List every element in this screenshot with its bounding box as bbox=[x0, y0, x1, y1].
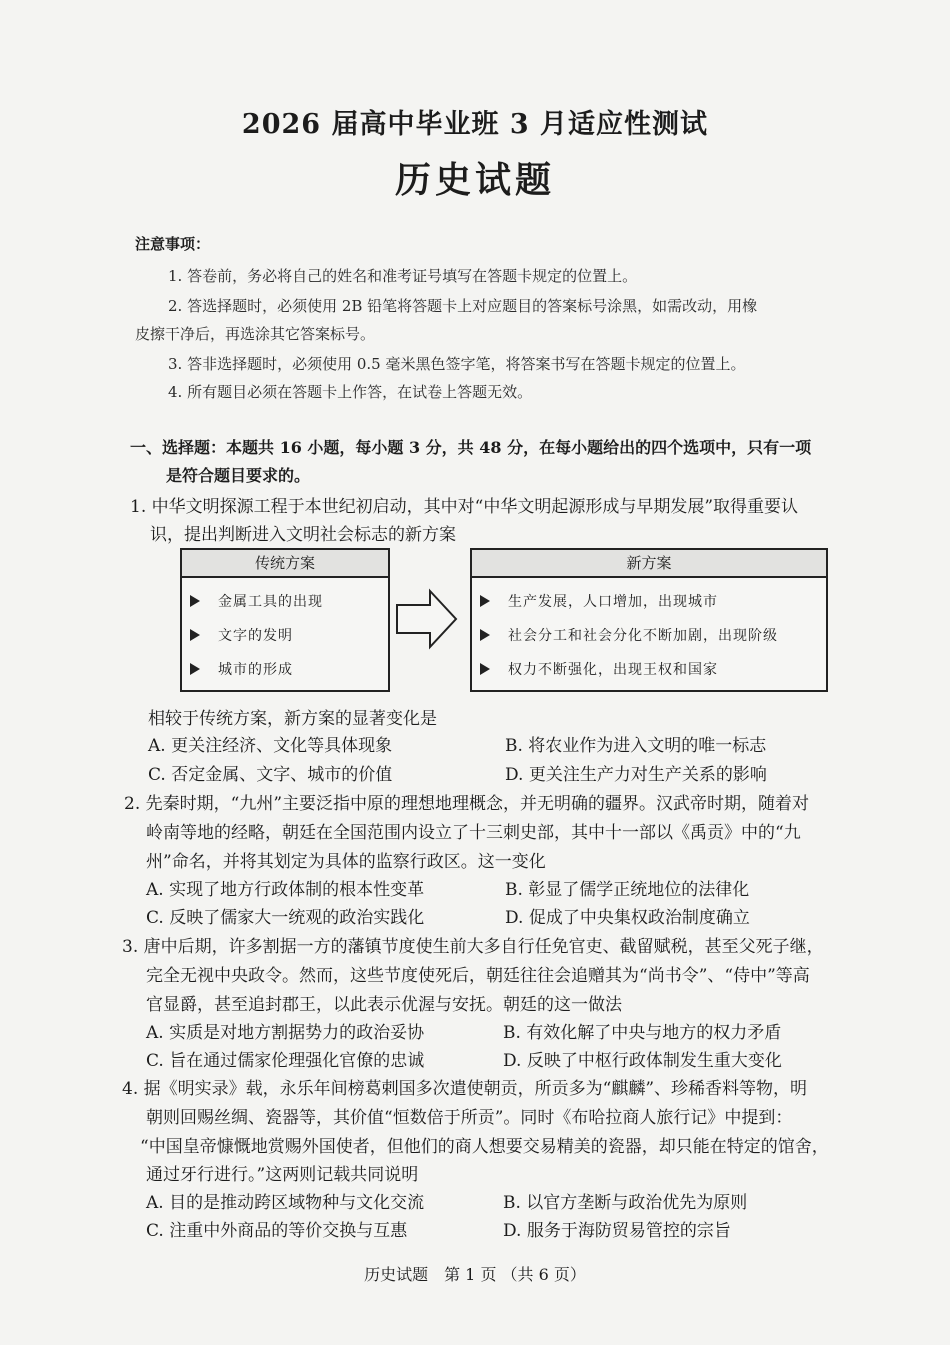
q4-option-b: B. 以官方垄断与政治优先为原则 bbox=[503, 1193, 748, 1213]
question-1-stem: 1. 中华文明探源工程于本世纪初启动，其中对“中华文明起源形成与早期发展”取得重要认 bbox=[130, 497, 799, 517]
new-scheme-item: 社会分工和社会分化不断加剧，出现阶级 bbox=[480, 625, 778, 645]
bullet-triangle-icon bbox=[190, 629, 200, 641]
q3-option-c: C. 旨在通过儒家伦理强化官僚的忠诚 bbox=[146, 1051, 425, 1071]
question-2-stem-cont: 州”命名，并将其划定为具体的监察行政区。这一变化 bbox=[146, 852, 546, 872]
traditional-scheme-title: 传统方案 bbox=[180, 548, 390, 578]
bullet-triangle-icon bbox=[190, 595, 200, 607]
question-4-stem-cont: 朝则回赐丝绸、瓷器等，其价值“恒数倍于所贡”。同时《布哈拉商人旅行记》中提到： bbox=[146, 1108, 793, 1128]
question-4-stem-cont: 通过牙行进行。”这两则记载共同说明 bbox=[146, 1165, 419, 1185]
q2-option-d: D. 促成了中央集权政治制度确立 bbox=[505, 908, 750, 928]
q2-option-b: B. 彰显了儒学正统地位的法律化 bbox=[505, 880, 750, 900]
question-4-stem-cont: “中国皇帝慷慨地赏赐外国使者，但他们的商人想要交易精美的瓷器，却只能在特定的馆舍， bbox=[140, 1137, 829, 1157]
traditional-item: 金属工具的出现 bbox=[190, 591, 323, 611]
bullet-triangle-icon bbox=[480, 595, 490, 607]
question-1-prompt: 相较于传统方案，新方案的显著变化是 bbox=[148, 709, 437, 729]
q3-option-b: B. 有效化解了中央与地方的权力矛盾 bbox=[503, 1023, 782, 1043]
q3-option-d: D. 反映了中枢行政体制发生重大变化 bbox=[503, 1051, 782, 1071]
note-line: 3. 答非选择题时，必须使用 0.5 毫米黑色签字笔，将答案书写在答题卡规定的位置上。 bbox=[168, 355, 746, 373]
question-3-stem: 3. 唐中后期，许多割据一方的藩镇节度使生前大多自行任免官吏、截留赋税，甚至父死子继， bbox=[122, 937, 824, 957]
new-scheme-item: 权力不断强化，出现王权和国家 bbox=[480, 659, 718, 679]
note-line: 2. 答选择题时，必须使用 2B 铅笔将答题卡上对应题目的答案标号涂黑，如需改动，用橡 bbox=[168, 297, 758, 315]
section-heading-cont: 是符合题目要求的。 bbox=[166, 466, 311, 485]
q1-option-c: C. 否定金属、文字、城市的价值 bbox=[148, 765, 393, 785]
notes-heading: 注意事项： bbox=[135, 235, 211, 253]
question-3-stem-cont: 官显爵，甚至追封郡王，以此表示优渥与安抚。朝廷的这一做法 bbox=[146, 995, 622, 1015]
note-line: 4. 所有题目必须在答题卡上作答，在试卷上答题无效。 bbox=[168, 383, 533, 401]
page-footer: 历史试题 第 1 页 （共 6 页） bbox=[364, 1265, 586, 1284]
bullet-triangle-icon bbox=[190, 663, 200, 675]
question-2-stem-cont: 岭南等地的经略，朝廷在全国范围内设立了十三刺史部，其中十一部以《禹贡》中的“九 bbox=[146, 823, 801, 843]
q4-option-d: D. 服务于海防贸易管控的宗旨 bbox=[503, 1221, 731, 1241]
question-1-stem-cont: 识，提出判断进入文明社会标志的新方案 bbox=[150, 525, 456, 545]
note-line: 1. 答卷前，务必将自己的姓名和准考证号填写在答题卡规定的位置上。 bbox=[168, 267, 638, 285]
traditional-item: 城市的形成 bbox=[190, 659, 293, 679]
q1-option-a: A. 更关注经济、文化等具体现象 bbox=[148, 736, 393, 756]
bullet-triangle-icon bbox=[480, 663, 490, 675]
q2-option-a: A. 实现了地方行政体制的根本性变革 bbox=[146, 880, 425, 900]
exam-title: 2026 届高中毕业班 3 月适应性测试 bbox=[241, 109, 709, 140]
question-3-stem-cont: 完全无视中央政令。然而，这些节度使死后，朝廷往往会追赠其为“尚书令”、“侍中”等高 bbox=[146, 966, 810, 986]
new-scheme-title: 新方案 bbox=[470, 548, 828, 578]
traditional-item: 文字的发明 bbox=[190, 625, 293, 645]
q4-option-a: A. 目的是推动跨区域物种与文化交流 bbox=[146, 1193, 425, 1213]
right-arrow-icon bbox=[394, 588, 460, 650]
new-scheme-item: 生产发展，人口增加，出现城市 bbox=[480, 591, 718, 611]
subject-title: 历史试题 bbox=[394, 159, 555, 201]
note-line: 皮擦干净后，再选涂其它答案标号。 bbox=[135, 325, 376, 343]
q1-option-d: D. 更关注生产力对生产关系的影响 bbox=[505, 765, 767, 785]
question-2-stem: 2. 先秦时期，“九州”主要泛指中原的理想地理概念，并无明确的疆界。汉武帝时期，随着对 bbox=[124, 794, 810, 814]
q4-option-c: C. 注重中外商品的等价交换与互惠 bbox=[146, 1221, 408, 1241]
q1-option-b: B. 将农业作为进入文明的唯一标志 bbox=[505, 736, 767, 756]
q3-option-a: A. 实质是对地方割据势力的政治妥协 bbox=[146, 1023, 425, 1043]
q2-option-c: C. 反映了儒家大一统观的政治实践化 bbox=[146, 908, 425, 928]
question-4-stem: 4. 据《明实录》载，永乐年间榜葛剌国多次遣使朝贡，所贡多为“麒麟”、珍稀香料等物，明 bbox=[122, 1079, 808, 1099]
section-heading: 一、选择题：本题共 16 小题，每小题 3 分，共 48 分，在每小题给出的四个选项中，只有一项 bbox=[130, 438, 812, 457]
bullet-triangle-icon bbox=[480, 629, 490, 641]
